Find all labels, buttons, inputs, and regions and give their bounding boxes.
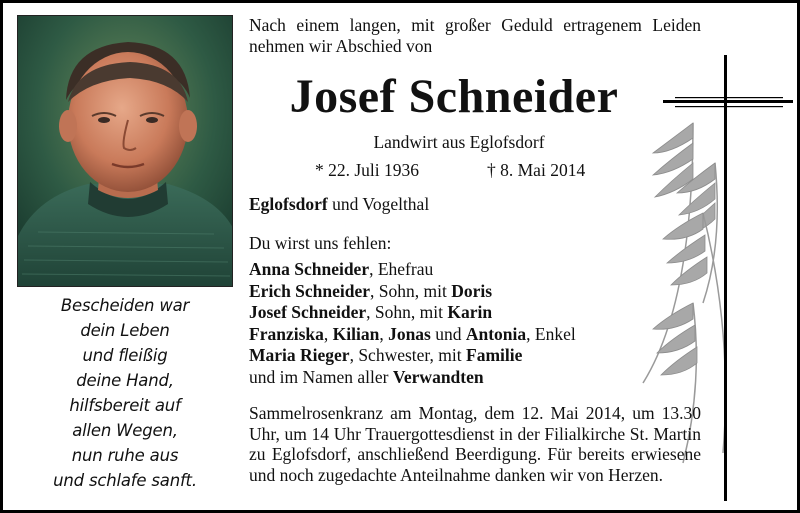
closing-text: Sammelrosenkranz am Montag, dem 12. Mai 2014, um 13.30 Uhr, um 14 Uhr Trauergottesdienst in der Filialkirche St. Martin zu Eglofsdorf, anschließend Beerdigung. Für bereits erwiesene und noch zugedachte Anteilnahme danken wir von Herzen. [249, 403, 701, 485]
family-name: Erich Schneider [249, 280, 371, 301]
family-partner: Karin [447, 302, 493, 323]
separator: , [379, 323, 389, 344]
family-relation: , Ehefrau [369, 259, 434, 279]
place-rest: und Vogelthal [327, 194, 430, 214]
poem-line: nun ruhe aus [71, 446, 179, 465]
family-name: Anna Schneider [249, 259, 370, 279]
death-date: † 8. Mai 2014 [487, 160, 586, 180]
family-relation: und im Namen aller [249, 366, 393, 387]
intro-text: Nach einem langen, mit großer Geduld ertragenem Leiden nehmen wir Abschied von [249, 15, 701, 56]
poem-line: dein Leben [80, 321, 170, 340]
separator: und [430, 323, 466, 344]
family-line [249, 281, 576, 303]
place-line [249, 194, 429, 215]
family-relation: , Schwester, mit [349, 345, 467, 366]
family-relation: , Enkel [526, 323, 576, 344]
grandchild-name: Franziska [249, 323, 324, 344]
family-partner: Familie [466, 345, 523, 366]
family-name: Maria Rieger [249, 345, 350, 366]
family-line [249, 259, 576, 281]
poem-line: und schlafe sanft. [53, 471, 197, 490]
family-line [249, 345, 576, 367]
poem-line: hilfsbereit auf [69, 396, 181, 415]
deceased-occupation: Landwirt aus Eglofsdorf [373, 132, 545, 152]
family-partner: Doris [451, 280, 493, 301]
family-name: Josef Schneider [249, 302, 367, 323]
poem-line: Bescheiden war [60, 296, 190, 315]
family-line [249, 367, 576, 389]
family-line [249, 302, 576, 324]
relatives-label: Verwandten [392, 366, 484, 387]
birth-date: * 22. Juli 1936 [315, 160, 420, 180]
separator: , [323, 323, 333, 344]
poem-line: und fleißig [82, 346, 168, 365]
grandchild-name: Kilian [332, 323, 380, 344]
family-relation: , Sohn, mit [366, 302, 448, 323]
poem-line: deine Hand, [76, 371, 174, 390]
grandchild-name: Antonia [465, 323, 527, 344]
poem-line: allen Wegen, [72, 421, 178, 440]
deceased-name: Josef Schneider [289, 70, 619, 123]
miss-line: Du wirst uns fehlen: [249, 233, 392, 253]
place-bold: Eglofsdorf [249, 194, 328, 214]
grandchild-name: Jonas [388, 323, 431, 344]
family-relation: , Sohn, mit [370, 280, 452, 301]
family-list [249, 259, 576, 389]
family-line [249, 324, 576, 346]
